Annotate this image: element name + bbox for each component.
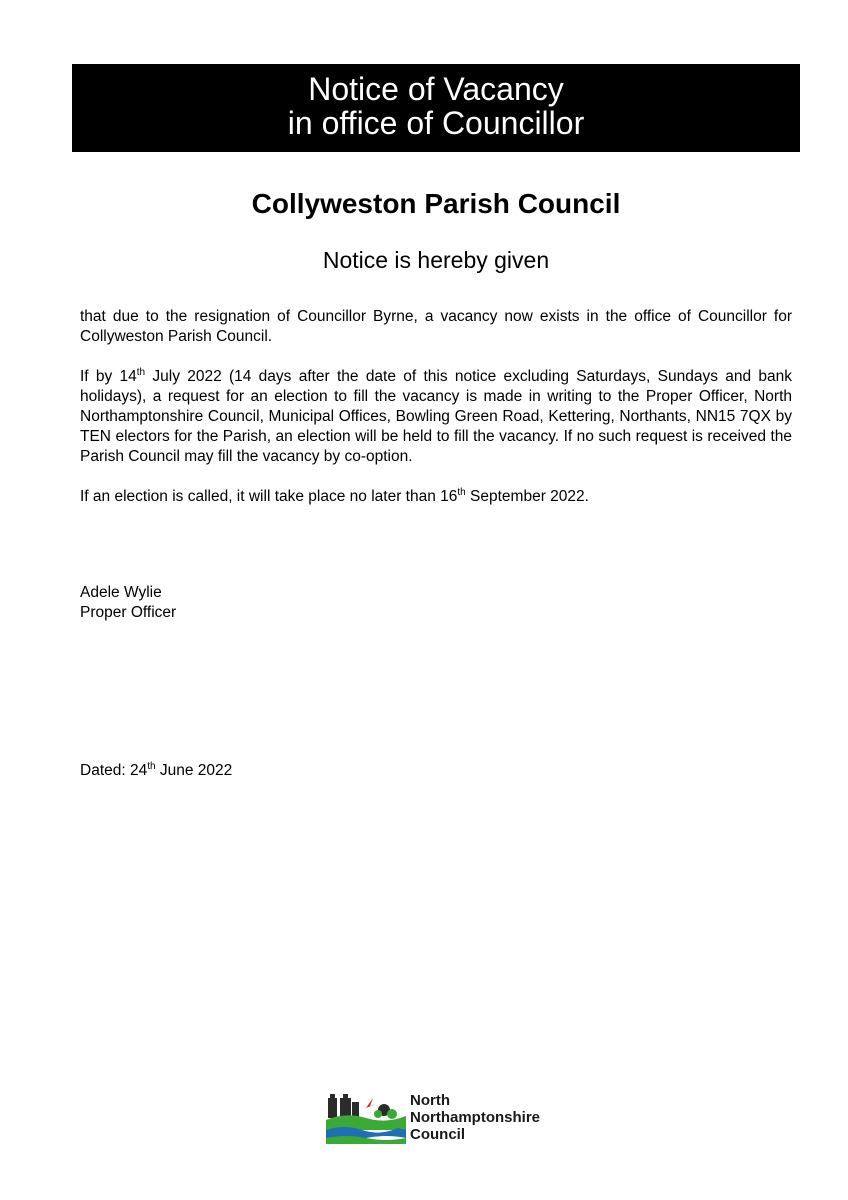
signatory-name: Adele Wylie xyxy=(80,584,162,601)
logo-wordmark xyxy=(410,1092,540,1143)
signature-block xyxy=(80,583,176,623)
paragraph-election-request xyxy=(80,367,792,467)
paragraph-election-deadline-start: If an election is called, it will take place no later than 16 xyxy=(80,488,458,505)
ordinal-suffix: th xyxy=(147,761,156,772)
logo-text-line3: Council xyxy=(410,1126,465,1143)
ordinal-suffix: th xyxy=(136,367,146,378)
logo-text-line2: Northamptonshire xyxy=(410,1109,541,1126)
date-line xyxy=(80,761,232,781)
paragraph-election-request-start: If by 14 xyxy=(80,368,137,385)
ordinal-suffix: th xyxy=(457,487,466,498)
date-suffix: June 2022 xyxy=(155,762,233,779)
council-name-heading: Collyweston Parish Council xyxy=(251,188,621,219)
notice-title-line1: Notice of Vacancy xyxy=(308,71,564,107)
paragraph-election-deadline-rest: September 2022. xyxy=(465,488,589,505)
north-northamptonshire-council-logo xyxy=(326,1090,556,1150)
council-emblem-icon xyxy=(326,1090,406,1146)
signatory-title: Proper Officer xyxy=(80,604,177,621)
paragraph-election-request-rest: July 2022 (14 days after the date of this notice excluding Saturdays, Sundays and bank holidays), a request for an election to fill the vacancy is made in writing to the Proper Officer, North Northamptonshire Council, Municipal Offices, Bowling Green Road, Kettering, Northants, NN15 7QX by TEN electors for the Parish, an election will be held to fill the vacancy. If no such request is received the Parish Council may fill the vacancy by co-option. xyxy=(80,368,792,465)
notice-title-banner xyxy=(72,64,800,152)
notice-body xyxy=(80,307,792,527)
paragraph-election-deadline xyxy=(80,487,792,507)
paragraph-resignation: that due to the resignation of Councillor Byrne, a vacancy now exists in the office of Councillor for Collyweston Parish Council. xyxy=(80,308,792,345)
logo-text-line1: North xyxy=(410,1092,450,1109)
date-prefix: Dated: 24 xyxy=(80,762,148,779)
notice-given-subheading: Notice is hereby given xyxy=(322,247,550,273)
notice-title-line2: in office of Councillor xyxy=(287,105,585,141)
